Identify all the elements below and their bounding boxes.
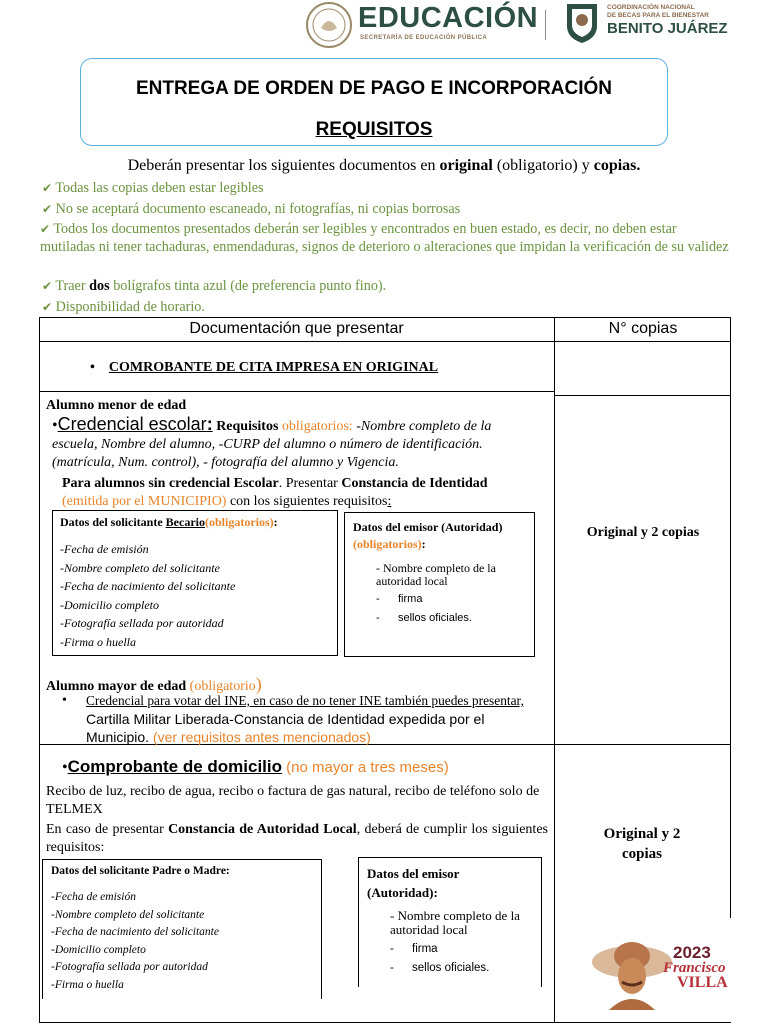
list-item: -Nombre completo del solicitante xyxy=(60,560,220,575)
bullet-icon: • xyxy=(52,417,58,434)
page-title: ENTREGA DE ORDEN DE PAGO E INCORPORACIÓN xyxy=(135,78,613,99)
ine-text: Credencial para votar del INE, en caso de no tener INE también puedes presentar, xyxy=(86,693,524,708)
check-icon: ✔ xyxy=(42,300,53,314)
address-title: •Comprobante de domicilio (no mayor a tres meses) xyxy=(62,757,449,776)
authority-box-title: Datos del emisor (Autoridad): xyxy=(367,866,460,900)
adult-heading: Alumno mayor de edad (obligatorio) xyxy=(46,674,262,694)
list-item: -Fecha de emisión xyxy=(60,542,149,556)
applicant-box-title: Datos del solicitante Becario(obligatorios): xyxy=(60,515,278,529)
row1-border xyxy=(39,391,554,392)
francisco-villa-logo xyxy=(585,918,731,1022)
list-item: -Fecha de emisión xyxy=(51,891,136,903)
parent-requirements-list xyxy=(51,889,219,995)
issuer-item-signature: firma xyxy=(398,593,423,605)
becas-name: BENITO JUÁREZ xyxy=(607,20,728,37)
check-item-4: ✔ Traer dos bolígrafos tinta azul (de preferencia punto fino). xyxy=(42,278,387,294)
list-item: -Fotografía sellada por autoridad xyxy=(60,616,224,630)
check-icon: ✔ xyxy=(42,202,53,216)
check-item-5: ✔ Disponibilidad de horario. xyxy=(42,299,205,315)
bullet-icon: • xyxy=(62,693,67,708)
intro-text: Deberán presentar los siguientes documentos en original (obligatorio) y copias. xyxy=(127,157,641,174)
page-subtitle: REQUISITOS xyxy=(315,119,433,140)
check-icon: ✔ xyxy=(42,279,53,293)
copies-cell-1: Original y 2 copias xyxy=(586,525,700,540)
authority-item-name: - Nombre completo de la autoridad local xyxy=(390,908,520,937)
list-item: -Nombre completo del solicitante xyxy=(51,908,205,921)
shield-icon xyxy=(565,0,599,44)
header-row-border xyxy=(39,341,731,342)
issuer-item-dash: - xyxy=(376,612,380,624)
applicant-requirements-list xyxy=(60,540,235,651)
list-item: -Fotografía sellada por autoridad xyxy=(51,961,208,974)
list-item: -Domicilio completo xyxy=(60,597,159,612)
address-docs-text: Recibo de luz, recibo de agua, recibo o factura de gas natural, recibo de teléfono solo de TELMEX xyxy=(46,784,540,817)
education-wordmark: EDUCACIÓN xyxy=(358,2,539,34)
issuer-box-title: Datos del emisor (Autoridad) (obligatorios): xyxy=(353,520,503,551)
list-item: -Firma o huella xyxy=(60,634,136,649)
issuer-item-name: - Nombre completo de la autoridad local xyxy=(376,561,496,588)
bullet-icon: • xyxy=(90,360,95,375)
authority-item-dash: - xyxy=(390,962,394,974)
becas-org-text: COORDINACIÓN NACIONAL DE BECAS PARA EL BIENESTAR xyxy=(607,4,709,19)
row1-border-right xyxy=(554,395,731,396)
check-icon: ✔ xyxy=(42,181,53,195)
column-header-docs: Documentación que presentar xyxy=(189,320,404,337)
check-item-1: ✔ Todas las copias deben estar legibles xyxy=(42,180,264,196)
bullet-icon: • xyxy=(62,759,68,776)
copies-cell-2: Original y 2 copias xyxy=(603,826,681,862)
list-item: -Firma o huella xyxy=(51,978,124,991)
authority-item-dash: - xyxy=(390,943,394,955)
logo-year: 2023 xyxy=(673,943,711,962)
header-divider xyxy=(545,10,546,40)
authority-item-seals: sellos oficiales. xyxy=(412,962,490,974)
authority-text: En caso de presentar Constancia de Autoridad Local, deberá de cumplir los siguientes requisitos: xyxy=(46,822,548,855)
issuer-item-seals: sellos oficiales. xyxy=(398,612,472,624)
logo-name2: VILLA xyxy=(677,974,728,991)
column-header-copies: N° copias xyxy=(608,320,678,337)
sep-logo xyxy=(306,2,539,50)
column-divider xyxy=(554,317,555,1023)
check-item-3: ✔ Todos los documentos presentados deberán ser legibles y encontrados en buen estado, es decir, no deben estar mutiladas ni tener tachaduras, enmendaduras, signos de deterioro o alteraciones que impidan la verificación de su validez xyxy=(40,221,729,255)
list-item: -Fecha de nacimiento del solicitante xyxy=(51,926,219,939)
logo-name1: Francisco xyxy=(663,960,726,976)
cita-item: • COMROBANTE DE CITA IMPRESA EN ORIGINAL xyxy=(90,360,439,375)
issuer-item-dash: - xyxy=(376,593,380,605)
minor-heading: Alumno menor de edad xyxy=(46,398,187,413)
education-subtitle: SECRETARÍA DE EDUCACIÓN PÚBLICA xyxy=(360,35,488,41)
list-item: -Domicilio completo xyxy=(51,943,146,956)
authority-item-signature: firma xyxy=(412,943,438,955)
check-item-2: ✔ No se aceptará documento escaneado, ni fotografías, ni copias borrosas xyxy=(42,201,461,217)
alt-id-text: Cartilla Militar Liberada-Constancia de Identidad expedida por el Municipio. (ver requisitos antes mencionados) xyxy=(86,711,485,745)
national-seal-icon xyxy=(306,2,352,48)
parent-box-title: Datos del solicitante Padre o Madre: xyxy=(51,865,230,877)
check-icon: ✔ xyxy=(40,222,51,236)
school-id-text: •Credencial escolar: Requisitos obligatorios: -Nombre completo de la escuela, Nombre del alumno, -CURP del alumno o número de identificación. (matrícula, Num. control), - fotografía del alumno y Vigencia. xyxy=(52,414,492,470)
list-item: -Fecha de nacimiento del solicitante xyxy=(60,579,236,593)
no-id-text: Para alumnos sin credencial Escolar. Presentar Constancia de Identidad (emitida por el MUNICIPIO) con los siguientes requisitos: xyxy=(62,476,488,509)
becas-logo xyxy=(565,0,765,48)
